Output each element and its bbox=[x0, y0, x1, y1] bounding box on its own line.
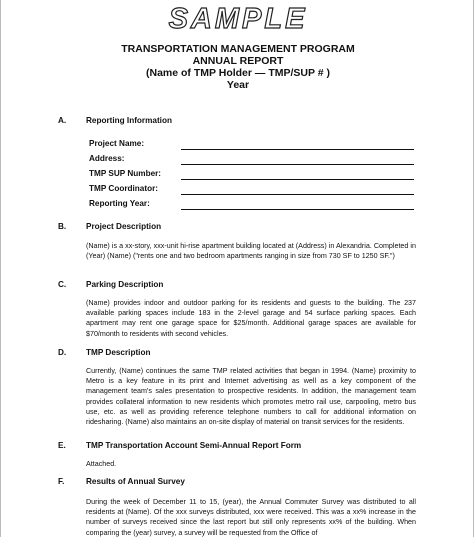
field-line-project-name[interactable] bbox=[181, 149, 414, 150]
field-label-address: Address: bbox=[89, 154, 125, 163]
section-c-body: (Name) provides indoor and outdoor parking for its residents and guests to the building. The 237 available parking spaces include 183 in the 2-level garage and 54 surface parking spaces. Each apartment may rent one garage space for $25/month. Additional garage spaces are available for $70/month to residents with second vehicles. bbox=[86, 299, 416, 338]
sample-watermark bbox=[1, 4, 474, 39]
section-b-body: (Name) is a xx-story, xxx-unit hi-rise apartment building located at (Address) in Alexandria. Completed in (Year) (Name) ("rents one and two bedroom apartments ranging in size from 730 SF to 1250 SF.") bbox=[86, 242, 416, 261]
section-e-heading: TMP Transportation Account Semi-Annual Report Form bbox=[86, 441, 302, 450]
report-title-line3: (Name of TMP Holder — TMP/SUP # ) bbox=[146, 67, 330, 79]
section-b-heading: Project Description bbox=[86, 222, 162, 231]
report-title-line1: TRANSPORTATION MANAGEMENT PROGRAM bbox=[121, 43, 355, 55]
section-a-letter: A. bbox=[58, 116, 67, 125]
section-e-body: Attached. bbox=[86, 460, 117, 468]
field-label-project-name: Project Name: bbox=[89, 139, 145, 148]
section-d-body: Currently, (Name) continues the same TMP related activities that began in 1994. (Name) proximity to Metro is a key feature in its print and Internet advertising as well as a key component of the management team's sales presentation to prospective residents. In addition, the management team provides collateral information to new residents which promotes metro rail use, carpooling, metro bus use, etc. as well as providing reference telephone numbers to call for additional information on ridesharing. (Name) also maintains an on-site display of material on transit services for the residents. bbox=[86, 367, 416, 427]
field-label-tmp-coordinator: TMP Coordinator: bbox=[89, 184, 158, 193]
section-d-letter: D. bbox=[58, 348, 67, 357]
field-line-tmp-coordinator[interactable] bbox=[181, 194, 414, 195]
section-e-letter: E. bbox=[58, 441, 66, 450]
report-title-line2: ANNUAL REPORT bbox=[192, 55, 284, 67]
field-label-reporting-year: Reporting Year: bbox=[89, 199, 150, 208]
section-f-heading: Results of Annual Survey bbox=[86, 477, 185, 486]
field-line-address[interactable] bbox=[181, 164, 414, 165]
section-f-letter: F. bbox=[58, 477, 65, 486]
section-c-heading: Parking Description bbox=[86, 280, 164, 289]
field-label-tmp-sup-number: TMP SUP Number: bbox=[89, 169, 162, 178]
sample-watermark-logo bbox=[138, 4, 338, 34]
section-c-letter: C. bbox=[58, 280, 67, 289]
section-f-body: During the week of December 11 to 15, (year), the Annual Commuter Survey was distributed to all residents at (Name). Of the xxx surveys distributed, xxx were received. This was a xx% increase in the number of surveys received since the last report but still only represents xx% of the building. When comparing the (year) survey, a survey will be requested from the Office of bbox=[86, 498, 416, 537]
svg-text:SAMPLE: SAMPLE bbox=[168, 4, 308, 34]
field-line-tmp-sup-number[interactable] bbox=[181, 179, 414, 180]
section-d-heading: TMP Description bbox=[86, 348, 151, 357]
field-line-reporting-year[interactable] bbox=[181, 209, 414, 210]
report-title-line4: Year bbox=[226, 79, 250, 91]
section-b-letter: B. bbox=[58, 222, 67, 231]
section-a-heading: Reporting Information bbox=[86, 116, 172, 125]
